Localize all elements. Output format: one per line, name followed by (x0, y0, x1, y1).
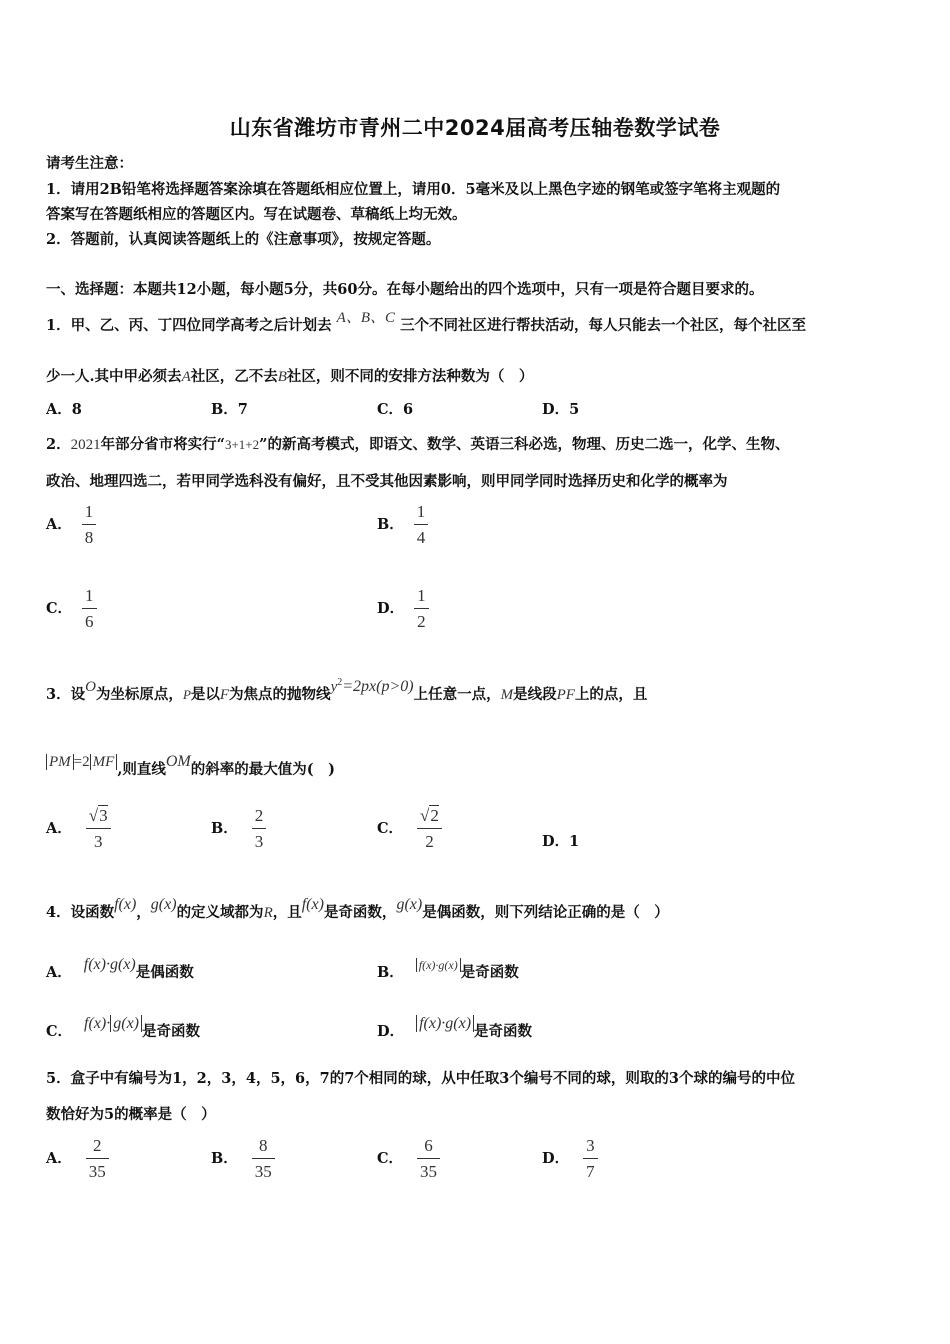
q5-option-c-label: C． (377, 1150, 404, 1167)
q2-option-c-den: 6 (85, 612, 94, 631)
q2-option-c-label: C． (46, 600, 73, 617)
q3-option-b-label: B． (211, 820, 238, 837)
q5-option-a-fraction (86, 1136, 109, 1182)
q3-parabola-rest: =2px(p>0) (342, 678, 414, 695)
q4-option-d-text: 是奇函数 (474, 1023, 533, 1040)
q3-text-h: ,则直线 (117, 761, 166, 778)
q4-option-a-label: A． (46, 964, 72, 981)
q5-option-c-num: 6 (417, 1136, 440, 1159)
question-5-line-1: 5．盒子中有编号为1，2，3，4，5，6，7的7个相同的球，从中任取3个编号不同的球，则取的3个球的编号的中位 (46, 1070, 795, 1087)
q5-option-b-den: 35 (254, 1162, 272, 1181)
q3-option-a[interactable] (46, 806, 111, 852)
q1-var-a: A (181, 369, 191, 385)
q3-var-o: O (85, 679, 96, 695)
q3-option-a-num: √3 (86, 806, 111, 829)
question-2-line-2: 政治、地理四选二，若甲同学选科没有偏好，且不受其他因素影响，则甲同学同时选择历史和化学的概率为 (46, 473, 728, 490)
q2-option-d-num: 1 (414, 586, 429, 609)
q5-option-a[interactable] (46, 1136, 109, 1182)
q3-option-a-den: 3 (93, 832, 103, 851)
q2-option-c-num: 1 (82, 586, 97, 609)
q3-option-c[interactable] (377, 806, 442, 852)
q4-text-a: 4．设函数 (46, 904, 115, 921)
q3-text-a: 3．设 (46, 686, 86, 703)
q5-option-d-label: D． (542, 1150, 570, 1167)
notice-item-1b: 答案写在答题纸相应的答题区内。写在试题卷、草稿纸上均无效。 (46, 206, 467, 223)
q3-cond-pm: PM (46, 754, 74, 770)
question-5-line-2: 数恰好为5的概率是（ ） (46, 1106, 216, 1123)
q5-option-b[interactable] (211, 1136, 275, 1182)
q2-option-d[interactable] (377, 586, 429, 632)
q4-option-d-expr: f(x)·g(x) (416, 1015, 474, 1032)
q3-text-e: 上任意一点， (413, 686, 501, 703)
q1-text-b: 三个不同社区进行帮扶活动，每人只能去一个社区，每个社区至 (400, 317, 807, 334)
q2-text-a: 2． (46, 436, 71, 453)
q1-option-a[interactable]: A．8 (46, 401, 82, 418)
q3-cond-mid: =2 (73, 754, 90, 770)
q3-option-b[interactable] (211, 806, 266, 852)
q4-option-c-label: C． (46, 1023, 73, 1040)
q4-text-d: 是奇函数， (323, 904, 397, 921)
q3-option-b-fraction (252, 806, 267, 852)
q1-option-c[interactable]: C．6 (377, 401, 414, 418)
q2-option-a-den: 8 (84, 528, 94, 547)
q5-option-c-fraction (417, 1136, 440, 1182)
q4-fx-2: f(x) (301, 896, 324, 913)
q1-text-e: 社区，则不同的安排方法种数为（ ） (286, 368, 534, 385)
question-1-line-1 (46, 310, 807, 335)
q2-option-c-fraction (82, 586, 97, 632)
q3-var-f: F (219, 687, 230, 703)
question-2-line-1 (46, 433, 789, 454)
q3-option-c-fraction (417, 806, 442, 852)
q3-option-c-den: 2 (425, 832, 434, 851)
q2-option-c[interactable] (46, 586, 97, 632)
q3-var-p: P (182, 687, 191, 702)
q2-option-d-label: D． (377, 600, 405, 617)
q5-option-b-label: B． (211, 1150, 238, 1167)
q4-option-c-expr-1: f(x)· (84, 1015, 111, 1032)
q5-option-b-num: 8 (252, 1136, 275, 1159)
q2-option-b-label: B． (377, 516, 404, 533)
q5-option-c-den: 35 (420, 1162, 438, 1181)
notice-item-2: 2．答题前，认真阅读答题纸上的《注意事项》，按规定答题。 (46, 231, 441, 248)
q2-option-d-fraction (414, 586, 429, 632)
q4-text-e: 是偶函数，则下列结论正确的是（ ） (422, 904, 669, 921)
q3-var-pf: PF (556, 687, 575, 703)
q2-option-a-label: A． (46, 516, 72, 533)
q4-option-a[interactable] (46, 956, 194, 982)
q4-text-b: 的定义域都为 (176, 904, 264, 921)
q3-text-f: 是线段 (513, 686, 557, 703)
q4-sep: ， (136, 904, 151, 921)
q3-option-d[interactable]: D．1 (542, 833, 580, 850)
q5-option-d[interactable] (542, 1136, 598, 1182)
q4-option-d-label: D． (377, 1023, 405, 1040)
q4-option-b-expr: f(x)·g(x) (416, 958, 461, 972)
q4-option-c-text: 是奇函数 (142, 1023, 201, 1040)
q4-option-b[interactable] (377, 958, 519, 982)
q3-parabola-exp: 2 (337, 677, 343, 689)
q1-text-a: 1．甲、乙、丙、丁四位同学高考之后计划去 (46, 317, 332, 334)
q4-option-c[interactable] (46, 1015, 201, 1041)
q3-option-c-label: C． (377, 820, 404, 837)
q4-option-b-text: 是奇函数 (460, 964, 519, 981)
q2-mode: 3+1+2 (224, 437, 260, 452)
q3-var-om: OM (165, 753, 191, 770)
q5-option-d-den: 7 (586, 1162, 595, 1181)
q2-option-b-fraction (414, 502, 429, 548)
q4-gx-2: g(x) (396, 896, 423, 913)
q5-option-c[interactable] (377, 1136, 440, 1182)
q3-option-a-fraction (86, 806, 111, 852)
q1-var-b: B (277, 369, 287, 385)
q2-option-d-den: 2 (417, 612, 426, 631)
q3-option-c-num: √2 (417, 806, 442, 829)
q3-option-a-label: A． (46, 820, 72, 837)
q2-option-a-fraction (82, 502, 97, 548)
q4-option-a-text: 是偶函数 (135, 964, 194, 981)
page-title: 山东省潍坊市青州二中2024届高考压轴卷数学试卷 (229, 116, 721, 140)
section-heading: 一、选择题：本题共12小题，每小题5分，共60分。在每小题给出的四个选项中，只有一项是符合题目要求的。 (46, 281, 764, 298)
q4-gx: g(x) (150, 896, 177, 913)
q4-option-c-expr-2: g(x) (110, 1015, 142, 1032)
q2-option-b-den: 4 (416, 528, 426, 547)
q3-option-b-den: 3 (254, 832, 264, 851)
notice-item-1a: 1．请用2B铅笔将选择题答案涂填在答题纸相应位置上，请用0．5毫米及以上黑色字迹的钢笔或签字笔将主观题的 (46, 181, 781, 198)
q4-option-d[interactable] (377, 1015, 533, 1041)
q5-option-a-label: A． (46, 1150, 72, 1167)
notice-heading: 请考生注意： (46, 155, 133, 172)
q1-option-d[interactable]: D．5 (542, 401, 580, 418)
q3-text-g: 上的点，且 (574, 686, 648, 703)
q2-option-a[interactable] (46, 502, 96, 548)
question-4-line-1 (46, 896, 669, 922)
q1-text-c: 少一人.其中甲必须去 (46, 368, 182, 385)
q3-parabola-y: y (330, 679, 338, 695)
q3-option-a-root: 3 (99, 806, 108, 825)
q3-condition (46, 753, 117, 770)
q1-communities: A、B、C (336, 310, 395, 326)
q5-option-d-num: 3 (583, 1136, 598, 1159)
q4-option-a-expr: f(x)·g(x) (83, 956, 136, 973)
q3-parabola (331, 678, 414, 695)
q4-option-b-label: B． (377, 964, 404, 981)
q3-text-c: 是以 (190, 686, 220, 703)
question-3-line-2 (46, 753, 335, 779)
q2-option-a-num: 1 (82, 502, 97, 525)
q5-option-a-num: 2 (86, 1136, 109, 1159)
q3-cond-mf: MF (90, 754, 118, 770)
q2-year: 2021 (70, 437, 101, 453)
q1-option-b[interactable]: B．7 (211, 401, 248, 418)
q2-option-b[interactable] (377, 502, 428, 548)
q2-text-b: 年部分省市将实行“ (100, 436, 225, 453)
q4-text-c: ，且 (272, 904, 302, 921)
q5-option-b-fraction (252, 1136, 275, 1182)
question-3-line-1 (46, 677, 648, 704)
q3-option-c-root: 2 (430, 806, 439, 825)
q3-var-m: M (500, 687, 514, 703)
q4-fx: f(x) (114, 896, 137, 913)
q3-text-d: 为焦点的抛物线 (229, 686, 331, 703)
q5-option-a-den: 35 (88, 1162, 106, 1181)
q2-text-c: ”的新高考模式，即语文、数学、英语三科必选，物理、历史二选一，化学、生物、 (259, 436, 790, 453)
q3-option-b-num: 2 (252, 806, 267, 829)
q5-option-d-fraction (583, 1136, 598, 1182)
q1-text-d: 社区，乙不去 (190, 368, 278, 385)
q3-text-b: 为坐标原点， (95, 686, 183, 703)
q3-text-i: 的斜率的最大值为( ) (190, 761, 335, 778)
question-1-line-2 (46, 365, 533, 386)
q4-var-r: R (263, 905, 273, 921)
q2-option-b-num: 1 (414, 502, 429, 525)
